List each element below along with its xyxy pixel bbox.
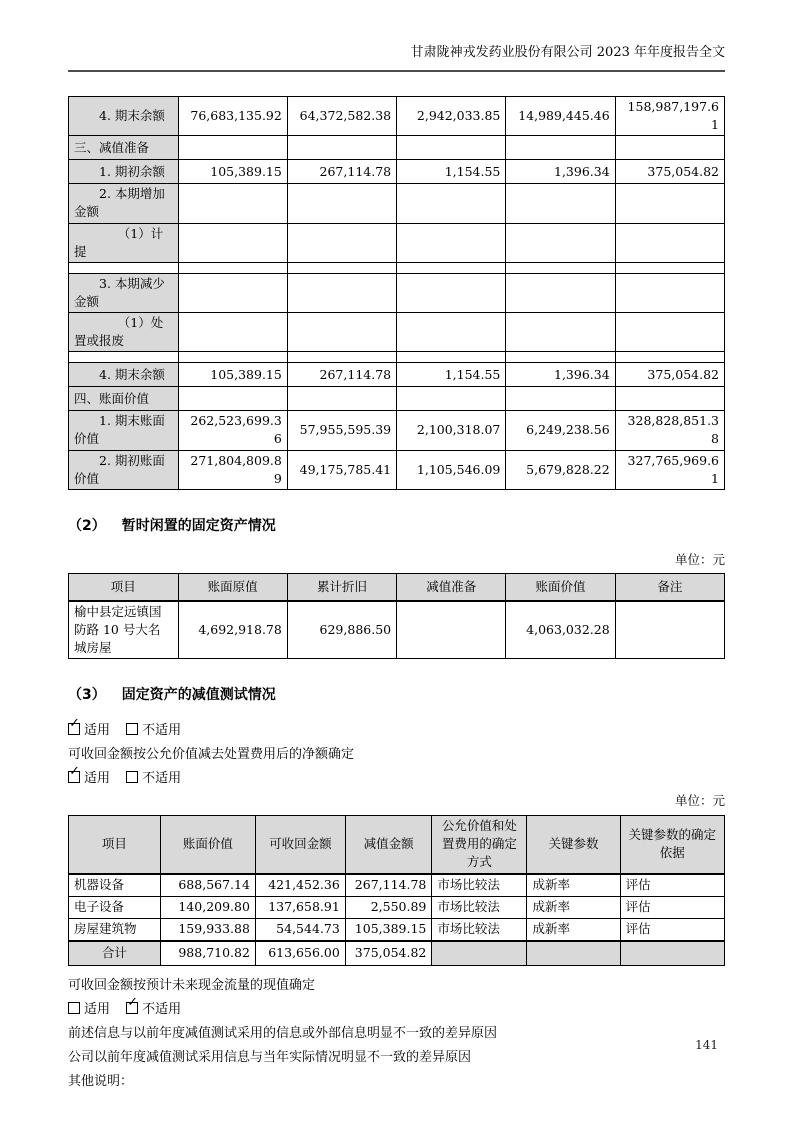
row-label-cell: 3. 本期减少金额 <box>69 273 179 312</box>
cell: 评估 <box>620 874 724 897</box>
idle-fixed-assets-table <box>68 573 725 659</box>
option-not-applicable <box>126 994 182 1017</box>
table-row <box>69 262 725 273</box>
row-label-cell: 四、账面价值 <box>69 387 179 411</box>
column-header: 关键参数 <box>527 816 620 874</box>
amount-cell <box>506 387 615 411</box>
page-number: 141 <box>695 1038 718 1052</box>
checkbox-label: 适用 <box>84 723 111 739</box>
option-applicable <box>68 764 111 787</box>
amount-cell: 137,658.91 <box>255 896 345 918</box>
amount-cell <box>506 136 615 160</box>
checkbox-checked-icon <box>126 994 139 1014</box>
amount-cell <box>615 273 724 312</box>
amount-cell: 2,942,033.85 <box>397 97 506 136</box>
row-label-cell: 电子设备 <box>69 896 161 918</box>
total-label-cell: 合计 <box>69 941 161 966</box>
page-content <box>68 0 725 1094</box>
amount-cell: 613,656.00 <box>255 941 345 966</box>
amount-cell: 262,523,699.36 <box>178 411 287 450</box>
amount-cell <box>178 223 287 262</box>
amount-cell: 271,804,809.89 <box>178 450 287 489</box>
amount-cell <box>287 223 396 262</box>
table-row <box>69 601 725 659</box>
section2-heading <box>68 516 725 536</box>
column-header: 公允价值和处置费用的确定方式 <box>432 816 527 874</box>
amount-cell: 1,396.34 <box>506 160 615 184</box>
amount-cell: 105,389.15 <box>178 363 287 387</box>
amount-cell: 375,054.82 <box>615 363 724 387</box>
applicability-line-present-value <box>68 994 725 1022</box>
section3-heading <box>68 685 725 705</box>
amount-cell: 988,710.82 <box>160 941 255 966</box>
amount-cell <box>506 313 615 352</box>
amount-cell <box>615 313 724 352</box>
amount-cell <box>178 313 287 352</box>
fixed-assets-continued-table <box>68 96 725 490</box>
cell: 市场比较法 <box>432 918 527 941</box>
amount-cell <box>178 273 287 312</box>
document-header <box>68 44 725 72</box>
amount-cell: 375,054.82 <box>345 941 432 966</box>
table-header-row <box>69 573 725 601</box>
cell: 成新率 <box>527 874 620 897</box>
checkbox-unchecked-icon <box>126 771 138 783</box>
other-notes-label: 其他说明： <box>68 1073 134 1089</box>
document-title: 甘肃陇神戎发药业股份有限公司 2023 年年度报告全文 <box>410 45 725 60</box>
table-row <box>69 273 725 312</box>
table-header-row <box>69 816 725 874</box>
checkbox-unchecked-icon <box>68 1002 80 1014</box>
table-row <box>69 223 725 262</box>
amount-cell <box>397 313 506 352</box>
row-label-cell: 4. 期末余额 <box>69 363 179 387</box>
amount-cell: 57,955,595.39 <box>287 411 396 450</box>
amount-cell <box>615 387 724 411</box>
amount-cell <box>615 223 724 262</box>
cell: 成新率 <box>527 918 620 941</box>
row-label-cell <box>69 262 179 273</box>
table-row <box>69 313 725 352</box>
applicability-line-fair-value-2 <box>68 764 725 791</box>
amount-cell: 2,100,318.07 <box>397 411 506 450</box>
amount-cell <box>178 184 287 223</box>
checkbox-label: 不适用 <box>142 723 182 739</box>
table-row <box>69 874 725 897</box>
amount-cell: 105,389.15 <box>178 160 287 184</box>
column-header: 账面价值 <box>506 573 615 601</box>
amount-cell <box>178 262 287 273</box>
cell: 评估 <box>620 896 724 918</box>
column-header: 账面原值 <box>178 573 287 601</box>
column-header: 减值准备 <box>397 573 506 601</box>
column-header: 可收回金额 <box>255 816 345 874</box>
section-number: （3） <box>68 687 106 704</box>
section-title: 固定资产的减值测试情况 <box>121 687 276 704</box>
amount-cell: 688,567.14 <box>160 874 255 897</box>
row-label-cell: （1）计提 <box>69 223 179 262</box>
row-label-cell: 2. 本期增加金额 <box>69 184 179 223</box>
note-difference-2: 公司以前年度减值测试采用信息与当年实际情况明显不一致的差异原因 <box>68 1049 472 1065</box>
amount-cell <box>397 601 506 659</box>
column-header: 备注 <box>615 573 724 601</box>
amount-cell <box>506 223 615 262</box>
row-label-cell: 机器设备 <box>69 874 161 897</box>
column-header: 关键参数的确定依据 <box>620 816 724 874</box>
amount-cell <box>615 184 724 223</box>
checkbox-label: 适用 <box>84 1001 111 1017</box>
amount-cell: 159,933.88 <box>160 918 255 941</box>
amount-cell <box>178 387 287 411</box>
amount-cell <box>287 184 396 223</box>
amount-cell: 158,987,197.61 <box>615 97 724 136</box>
amount-cell <box>615 262 724 273</box>
amount-cell <box>178 136 287 160</box>
unit-label <box>68 793 725 809</box>
amount-cell <box>397 223 506 262</box>
amount-cell <box>287 262 396 273</box>
amount-cell: 2,550.89 <box>345 896 432 918</box>
amount-cell: 6,249,238.56 <box>506 411 615 450</box>
amount-cell <box>287 273 396 312</box>
amount-cell: 140,209.80 <box>160 896 255 918</box>
checkbox-label: 不适用 <box>142 771 182 787</box>
amount-cell: 421,452.36 <box>255 874 345 897</box>
amount-cell <box>397 262 506 273</box>
amount-cell: 267,114.78 <box>345 874 432 897</box>
amount-cell: 327,765,969.61 <box>615 450 724 489</box>
cell: 市场比较法 <box>432 874 527 897</box>
amount-cell: 267,114.78 <box>287 363 396 387</box>
amount-cell: 4,063,032.28 <box>506 601 615 659</box>
amount-cell <box>397 352 506 363</box>
column-header: 账面价值 <box>160 816 255 874</box>
table-row <box>69 352 725 363</box>
row-label-cell: 2. 期初账面价值 <box>69 450 179 489</box>
option-not-applicable <box>126 771 181 786</box>
amount-cell: 1,154.55 <box>397 363 506 387</box>
amount-cell: 4,692,918.78 <box>178 601 287 659</box>
amount-cell: 5,679,828.22 <box>506 450 615 489</box>
table-row <box>69 184 725 223</box>
checkbox-checked-icon <box>68 716 80 735</box>
amount-cell <box>287 352 396 363</box>
amount-cell: 629,886.50 <box>287 601 396 659</box>
amount-cell <box>615 601 724 659</box>
section-number: （2） <box>68 517 106 534</box>
table-row <box>69 450 725 489</box>
amount-cell <box>397 273 506 312</box>
amount-cell <box>615 136 724 160</box>
note-fair-value: 可收回金额按公允价值减去处置费用后的净额确定 <box>68 747 355 763</box>
cell: 成新率 <box>527 896 620 918</box>
amount-cell: 1,105,546.09 <box>397 450 506 489</box>
amount-cell <box>397 387 506 411</box>
cell: 市场比较法 <box>432 896 527 918</box>
amount-cell: 267,114.78 <box>287 160 396 184</box>
amount-cell <box>615 352 724 363</box>
option-applicable <box>68 1002 110 1017</box>
check-icon: ✓ <box>69 716 80 732</box>
cell <box>432 941 527 966</box>
unit-text: 单位：元 <box>674 551 725 567</box>
unit-label <box>68 552 725 568</box>
check-icon: ✓ <box>69 764 80 780</box>
amount-cell: 328,828,851.38 <box>615 411 724 450</box>
cell: 评估 <box>620 918 724 941</box>
amount-cell <box>506 262 615 273</box>
checkbox-label: 不适用 <box>142 1001 182 1017</box>
amount-cell <box>178 352 287 363</box>
row-label-cell: （1）处置或报废 <box>69 313 179 352</box>
amount-cell: 105,389.15 <box>345 918 432 941</box>
section-title: 暂时闲置的固定资产情况 <box>121 517 276 534</box>
amount-cell <box>287 313 396 352</box>
row-label-cell: 榆中县定远镇国防路 10 号大名城房屋 <box>69 601 179 659</box>
unit-text: 单位：元 <box>674 793 725 809</box>
amount-cell <box>506 352 615 363</box>
column-header: 项目 <box>69 573 179 601</box>
table-row <box>69 896 725 918</box>
checkbox-checked-icon <box>68 764 80 783</box>
table-row <box>69 160 725 184</box>
note-difference-1: 前述信息与以前年度减值测试采用的信息或外部信息明显不一致的差异原因 <box>68 1025 498 1041</box>
table-row <box>69 411 725 450</box>
table-total-row <box>69 941 725 966</box>
table-row <box>69 97 725 136</box>
amount-cell: 49,175,785.41 <box>287 450 396 489</box>
checkbox-unchecked-icon <box>126 723 138 735</box>
option-not-applicable <box>126 723 181 738</box>
column-header: 累计折旧 <box>287 573 396 601</box>
row-label-cell <box>69 352 179 363</box>
applicability-line-fair-value <box>68 716 725 743</box>
column-header: 减值金额 <box>345 816 432 874</box>
table-row <box>69 918 725 941</box>
amount-cell: 375,054.82 <box>615 160 724 184</box>
amount-cell: 54,544.73 <box>255 918 345 941</box>
amount-cell <box>506 184 615 223</box>
cell <box>620 941 724 966</box>
table-row <box>69 387 725 411</box>
column-header: 项目 <box>69 816 161 874</box>
amount-cell: 14,989,445.46 <box>506 97 615 136</box>
checkbox-label: 适用 <box>84 771 111 787</box>
amount-cell <box>397 184 506 223</box>
amount-cell <box>397 136 506 160</box>
row-label-cell: 1. 期初余额 <box>69 160 179 184</box>
option-applicable <box>68 716 111 739</box>
check-icon: ✓ <box>127 994 139 1010</box>
row-label-cell: 1. 期末账面价值 <box>69 411 179 450</box>
amount-cell <box>287 136 396 160</box>
amount-cell: 1,396.34 <box>506 363 615 387</box>
amount-cell: 1,154.55 <box>397 160 506 184</box>
amount-cell <box>506 273 615 312</box>
table-row <box>69 363 725 387</box>
row-label-cell: 房屋建筑物 <box>69 918 161 941</box>
note-present-value: 可收回金额按预计未来现金流量的现值确定 <box>68 977 316 993</box>
row-label-cell: 4. 期末余额 <box>69 97 179 136</box>
cell <box>527 941 620 966</box>
table-row <box>69 136 725 160</box>
row-label-cell: 三、减值准备 <box>69 136 179 160</box>
amount-cell: 64,372,582.38 <box>287 97 396 136</box>
amount-cell: 76,683,135.92 <box>178 97 287 136</box>
impairment-test-table <box>68 815 725 965</box>
amount-cell <box>287 387 396 411</box>
